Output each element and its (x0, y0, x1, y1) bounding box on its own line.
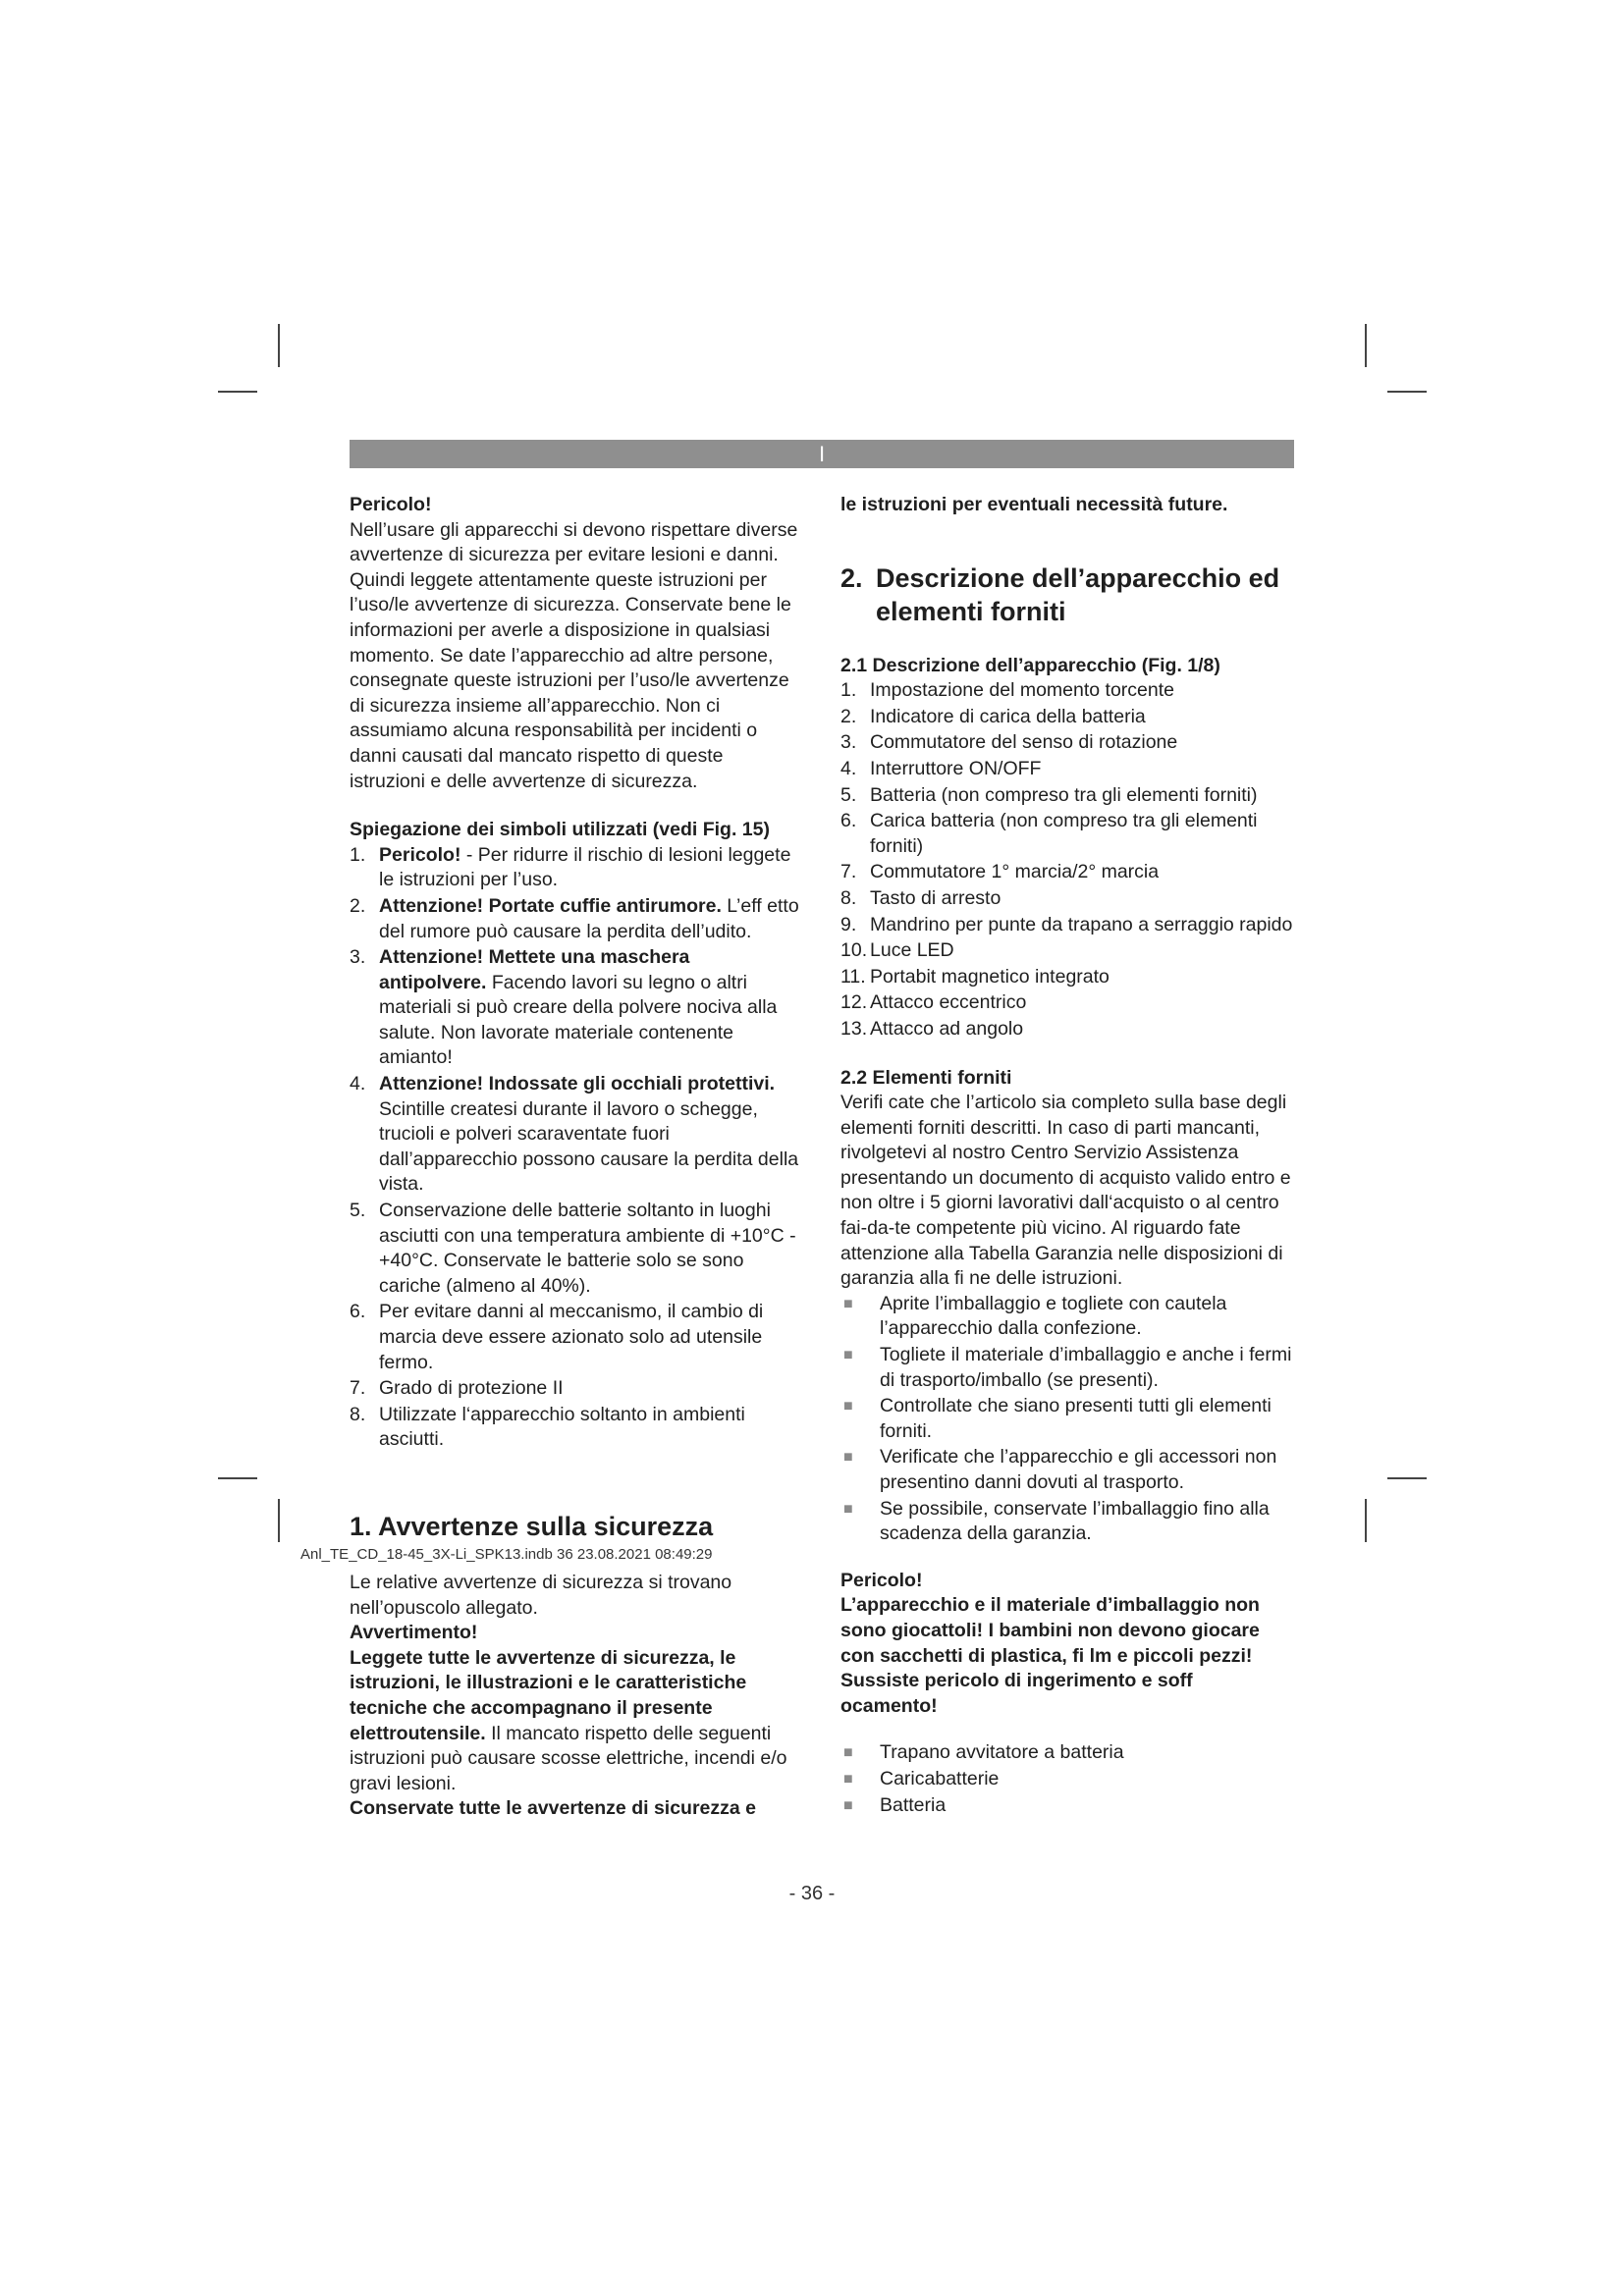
list-item: ■ Aprite l’imballaggio e togliete con cautela l’apparecchio dalla confezione. (843, 1292, 1227, 1340)
right-column (840, 493, 1294, 1819)
list-item: 8. Tasto di arresto (840, 886, 1001, 909)
crop-mark (1387, 391, 1427, 393)
list-item: 5. Batteria (non compreso tra gli elementi forniti) (840, 783, 1258, 806)
crop-mark (278, 1499, 280, 1542)
bullet-icon: ■ (843, 1295, 853, 1312)
language-code: I (818, 442, 826, 466)
list-item: 8. Utilizzate l‘apparecchio soltanto in ambienti asciutti. (350, 1403, 745, 1451)
crop-mark (218, 391, 257, 393)
keep-instructions-continued: le istruzioni per eventuali necessità future. (840, 494, 1228, 515)
unpacking-steps-list (840, 1292, 1294, 1547)
section1-intro: Le relative avvertenze di sicurezza si trovano nell’opuscolo allegato. (350, 1571, 732, 1619)
left-column (350, 493, 801, 1822)
page-number: - 36 - (788, 1883, 836, 1904)
section1-heading: 1. Avvertenze sulla sicurezza (350, 1511, 714, 1541)
delivered-items-list (840, 1740, 1294, 1818)
bullet-icon: ■ (843, 1500, 853, 1518)
bullet-icon: ■ (843, 1770, 853, 1788)
list-item: 9. Mandrino per punte da trapano a serraggio rapido (840, 913, 1293, 935)
subsection-2-2-text: Verifi cate che l’articolo sia completo sulla base degli elementi forniti descritti. In caso di parti mancanti, rivolgetevi al nostro Centro Servizio Assistenza presentando un documento di acquisto valido entro e non oltre i 5 giorni lavorativi dall‘acquisto o al centro fai-da-te competente più vicino. Al riguardo fate attenzione alla Tabella Garanzia nelle disposizioni di garanzia alla fi ne delle istruzioni. (840, 1092, 1291, 1290)
bullet-icon: ■ (843, 1347, 853, 1364)
list-item: 3. Commutatore del senso di rotazione (840, 731, 1178, 754)
list-item: 7. Commutatore 1° marcia/2° marcia (840, 861, 1160, 883)
crop-mark (278, 324, 280, 367)
bullet-icon: ■ (843, 1796, 853, 1814)
list-item: 4. Attenzione! Indossate gli occhiali protettivi. Scintille createsi durante il lavoro o schegge, trucioli e polveri scaraventate fuori dall’apparecchio possono causare la perdita della vista. (350, 1073, 799, 1196)
symbols-title: Spiegazione dei simboli utilizzati (vedi Fig. 15) (350, 819, 770, 841)
list-item: ■ Controllate che siano presenti tutti gli elementi forniti. (843, 1395, 1272, 1442)
danger2-text: L’apparecchio e il materiale d’imballaggio non sono giocattoli! I bambini non devono giocare con sacchetti di plastica, fi lm e piccoli pezzi! Sussiste pericolo di ingerimento e soff ocamento! (840, 1594, 1260, 1717)
list-item: 3. Attenzione! Mettete una maschera antipolvere. Facendo lavori su legno o altri materiali si può creare della polvere nociva alla salute. Non lavorate materiale contenente amianto! (350, 946, 778, 1069)
list-item: 10. Luce LED (840, 939, 954, 962)
list-item: 1. Impostazione del momento torcente (840, 679, 1175, 702)
list-item: 11. Portabit magnetico integrato (840, 965, 1110, 988)
warning-paragraph: Leggete tutte le avvertenze di sicurezza, le istruzioni, le illustrazioni e le caratteristiche tecniche che accompagnano il presente elettroutensile. Il mancato rispetto delle seguenti istruzioni può causare scosse elettriche, incendi e/o gravi lesioni. (350, 1646, 787, 1794)
crop-mark (1365, 1499, 1367, 1542)
crop-mark (218, 1477, 257, 1479)
bullet-icon: ■ (843, 1449, 853, 1467)
danger-title: Pericolo! (350, 494, 432, 515)
section2-heading: 2. Descrizione dell’apparecchio ed elementi forniti (840, 562, 1280, 626)
list-item: 1. Pericolo! - Per ridurre il rischio di lesioni leggete le istruzioni per l’uso. (350, 843, 791, 891)
language-header-bar (350, 440, 1294, 468)
list-item: ■ Verificate che l’apparecchio e gli accessori non presentino danni dovuti al trasporto. (843, 1446, 1277, 1493)
list-item: ■ Batteria (840, 1793, 1294, 1819)
danger2-title: Pericolo! (840, 1569, 923, 1591)
bullet-icon: ■ (843, 1398, 853, 1415)
list-item: 12. Attacco eccentrico (840, 991, 1027, 1014)
list-item: 6. Carica batteria (non compreso tra gli elementi forniti) (840, 810, 1258, 857)
crop-mark (1387, 1477, 1427, 1479)
list-item: ■ Togliete il materiale d’imballaggio e anche i fermi di trasporto/imballo (se presenti). (843, 1344, 1292, 1391)
keep-instructions-text: Conservate tutte le avvertenze di sicurezza e (350, 1797, 757, 1820)
list-item: 4. Interruttore ON/OFF (840, 757, 1042, 779)
list-item: 13. Attacco ad angolo (840, 1017, 1024, 1040)
danger-text: Nell’usare gli apparecchi si devono rispettare diverse avvertenze di sicurezza per evitare lesioni e danni. Quindi leggete attentamente queste istruzioni per l’uso/le avvertenze di sicurezza. Conservate bene le informazioni per averle a disposizione in qualsiasi momento. Se date l’apparecchio ad altre persone, consegnate queste istruzioni per l’uso/le avvertenze di sicurezza insieme all’apparecchio. Non ci assumiamo alcuna responsabilità per incidenti o danni causati dal mancato rispetto di queste istruzioni e delle avvertenze di sicurezza. (350, 518, 798, 792)
bullet-icon: ■ (843, 1744, 853, 1762)
symbols-list (350, 843, 801, 1453)
list-item: 7. Grado di protezione II (350, 1377, 564, 1400)
list-item: ■ Caricabatterie (840, 1767, 1294, 1792)
subsection-2-1-title: 2.1 Descrizione dell’apparecchio (Fig. 1/8) (840, 654, 1220, 676)
crop-mark (1365, 324, 1367, 367)
file-info: Anl_TE_CD_18-45_3X-Li_SPK13.indb 36 23.08.2021 08:49:29 (300, 1546, 713, 1563)
subsection-2-2-title: 2.2 Elementi forniti (840, 1066, 1012, 1089)
warning-title: Avvertimento! (350, 1622, 478, 1644)
list-item: 2. Indicatore di carica della batteria (840, 705, 1146, 727)
list-item: ■ Se possibile, conservate l’imballaggio fino alla scadenza della garanzia. (843, 1497, 1270, 1545)
list-item: ■ Trapano avvitatore a batteria (840, 1740, 1294, 1766)
list-item: 6. Per evitare danni al meccanismo, il cambio di marcia deve essere azionato solo ad utensile fermo. (350, 1301, 764, 1373)
list-item: 2. Attenzione! Portate cuffie antirumore. L’eff etto del rumore può causare la perdita dell’udito. (350, 894, 799, 942)
parts-list (840, 678, 1294, 1041)
list-item: 5. Conservazione delle batterie soltanto in luoghi asciutti con una temperatura ambiente di +10°C - +40°C. Conservate le batterie solo se sono cariche (almeno al 40%). (350, 1200, 796, 1297)
